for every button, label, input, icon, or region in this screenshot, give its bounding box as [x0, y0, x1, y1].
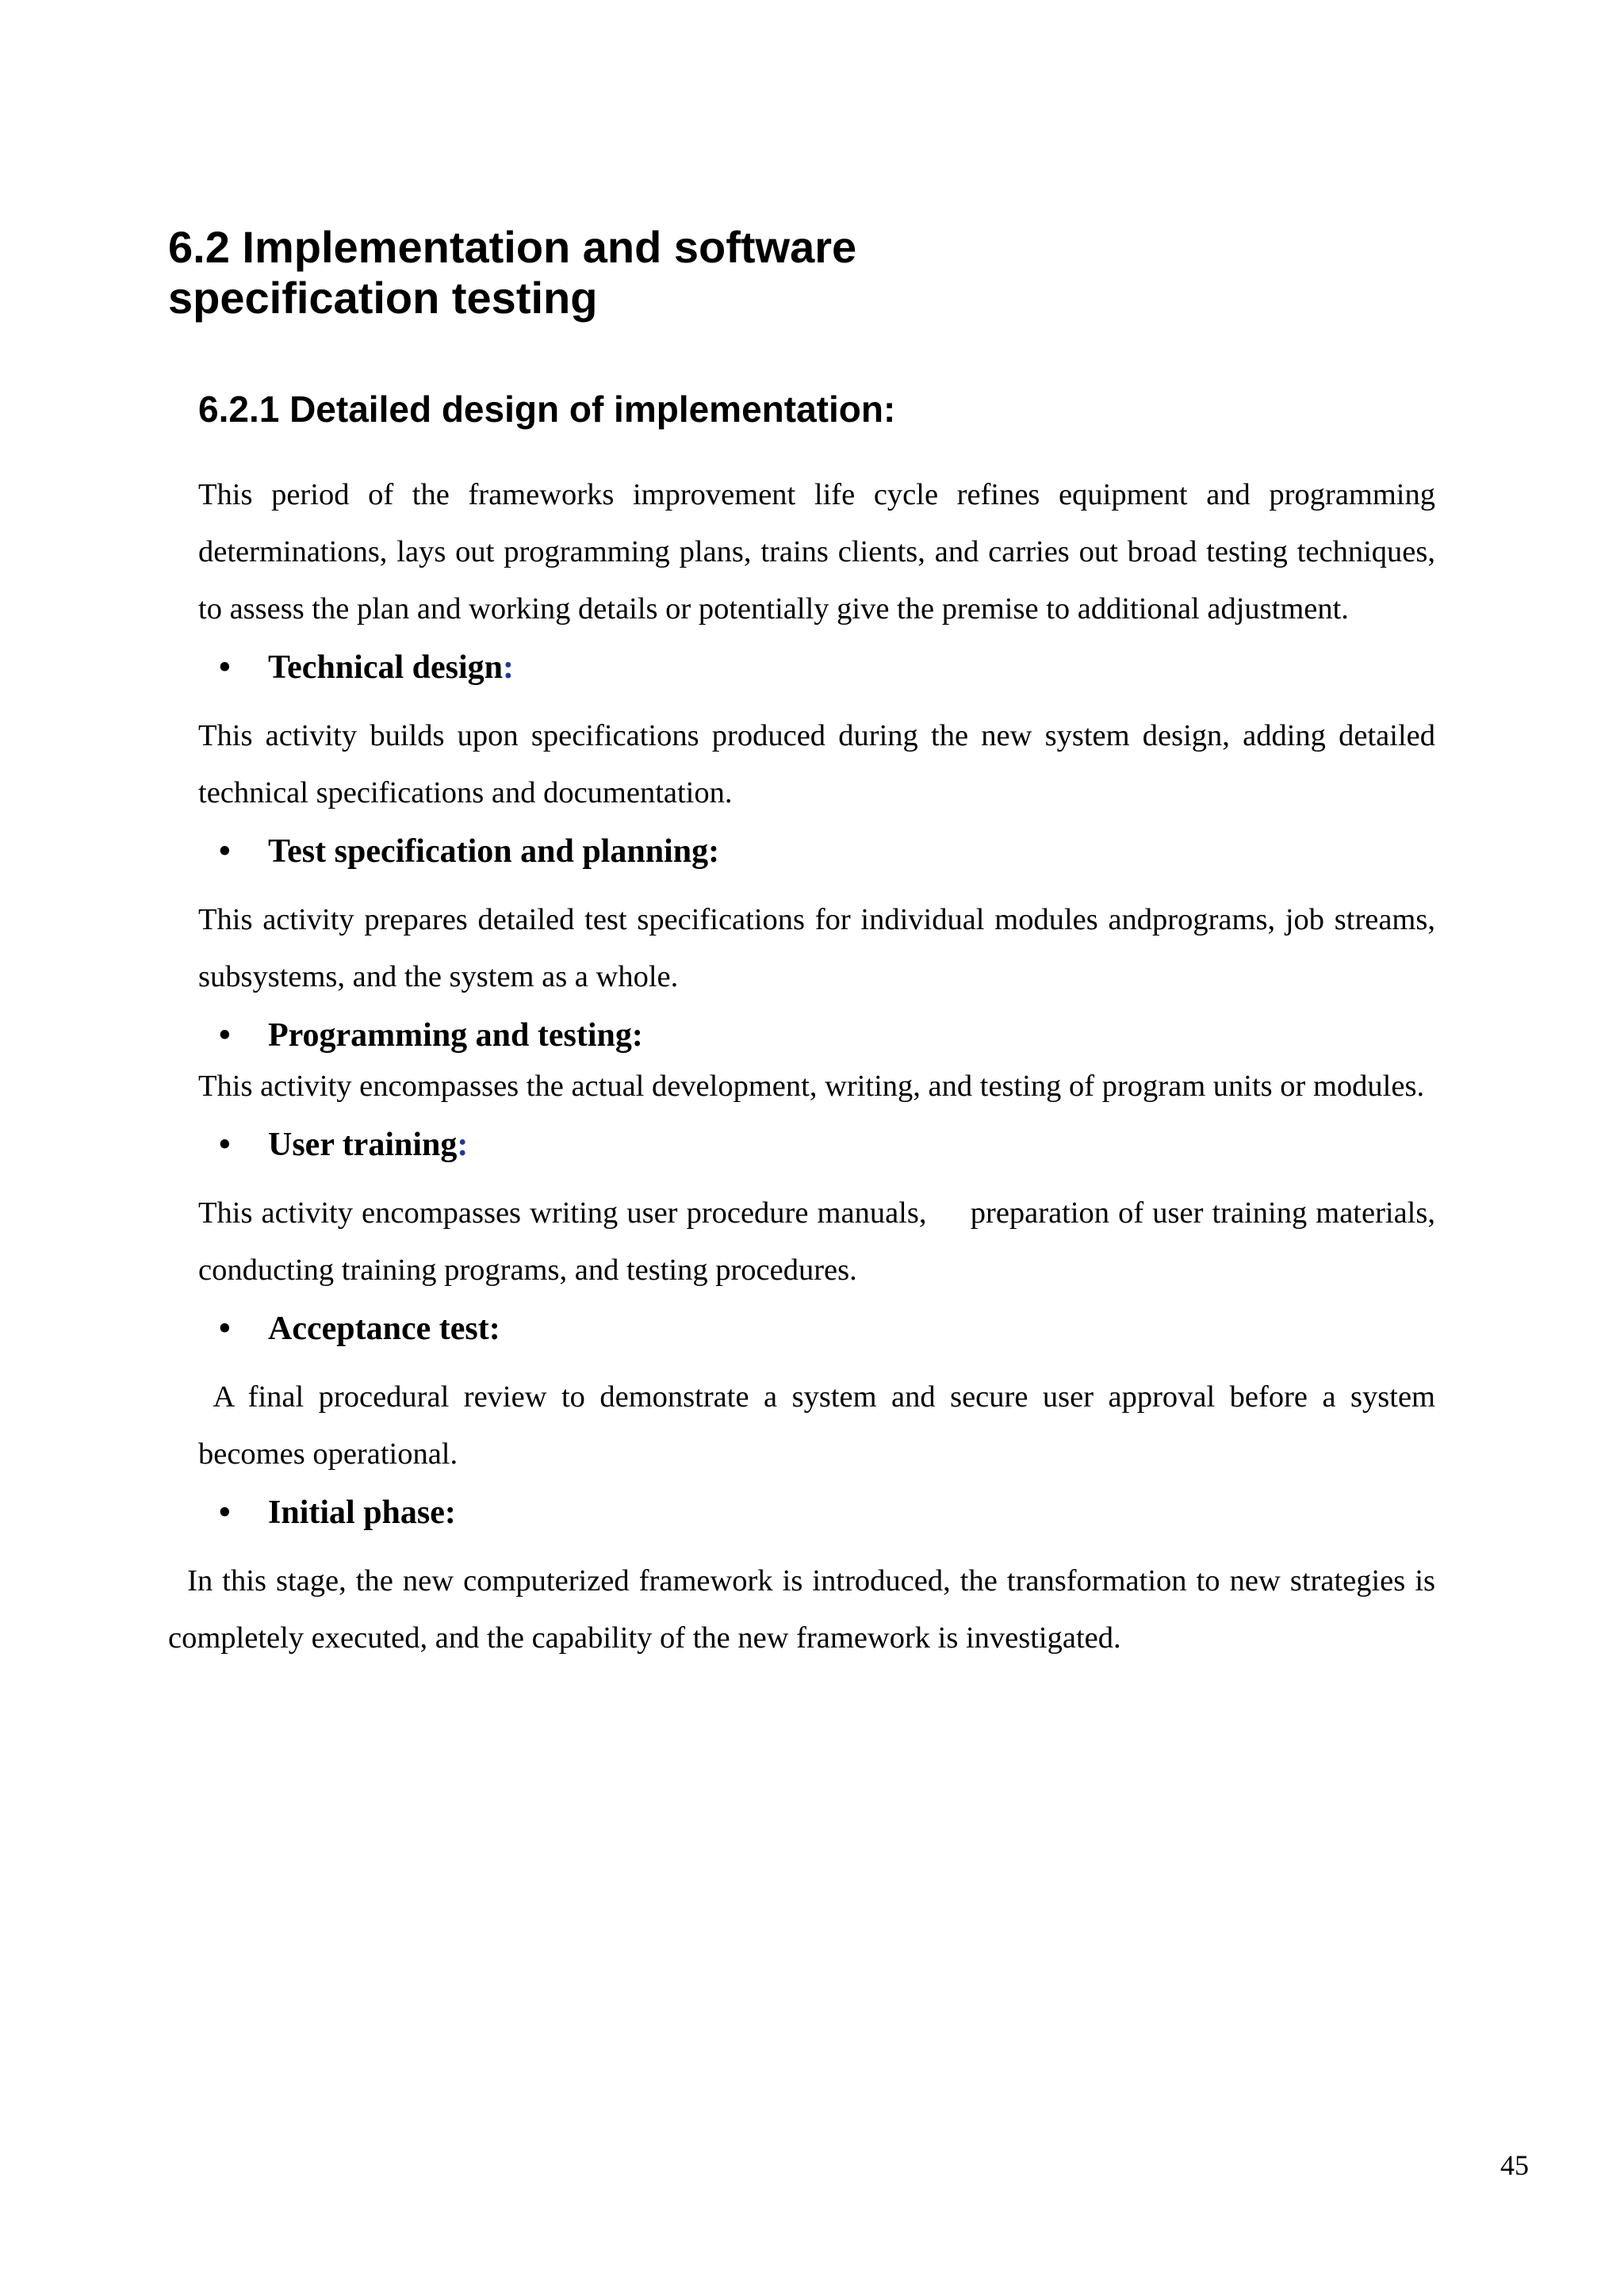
bullet-heading-text: Test specification and planning:	[268, 833, 720, 870]
bullet-icon: •	[219, 833, 231, 870]
bullet-heading-text: Programming and testing:	[268, 1017, 643, 1054]
subsection-title: 6.2.1 Detailed design of implementation:	[198, 388, 896, 430]
bullet-heading-text: User training	[268, 1127, 458, 1163]
bullet-heading-colon: :	[503, 649, 515, 686]
bullet-heading-acceptance-test	[198, 1307, 1435, 1351]
section-title-line-1: 6.2 Implementation and software	[168, 222, 857, 272]
bullet-heading-technical-design	[198, 645, 1435, 690]
paragraph-test-specification: This activity prepares detailed test specifications for individual modules andprograms, job streams, subsystems, and the system as a whole.	[198, 903, 1435, 993]
bullet-icon: •	[219, 1127, 231, 1163]
section-title	[168, 222, 856, 323]
paragraph-acceptance-test: A final procedural review to demonstrate a system and secure user approval before a system becomes operational.	[198, 1380, 1443, 1471]
bullet-heading-text: Acceptance test:	[268, 1311, 500, 1347]
paragraph-technical-design: This activity builds upon specifications produced during the new system design, adding detailed technical specifications and documentation.	[198, 719, 1435, 809]
body-content	[168, 466, 1443, 1667]
bullet-heading-colon: :	[457, 1127, 469, 1163]
bullet-heading-programming-testing	[198, 1013, 1435, 1058]
bullet-heading-text: Technical design	[268, 649, 504, 686]
paragraph-programming-testing: This activity encompasses the actual development, writing, and testing of program units or modules.	[198, 1070, 1425, 1103]
bullet-icon: •	[219, 1311, 231, 1347]
bullet-heading-user-training	[198, 1123, 1435, 1167]
bullet-icon: •	[219, 1494, 231, 1531]
intro-paragraph: This period of the frameworks improvement life cycle refines equipment and programming determinations, lays out programming plans, trains clients, and carries out broad testing techniques, to assess the plan and working details or potentially give the premise to additional adjustment.	[198, 478, 1435, 626]
paragraph-user-training: This activity encompasses writing user procedure manuals, preparation of user training materials, conducting training programs, and testing procedures.	[198, 1196, 1443, 1287]
bullet-heading-test-specification	[198, 829, 1435, 874]
bullet-icon: •	[219, 1017, 231, 1054]
bullet-heading-initial-phase	[198, 1490, 1435, 1535]
bullet-heading-text: Initial phase:	[268, 1494, 456, 1531]
bullet-icon: •	[219, 649, 231, 686]
section-title-line-2: specification testing	[168, 273, 598, 323]
page-number: 45	[1500, 2149, 1529, 2181]
paragraph-initial-phase: In this stage, the new computerized framework is introduced, the transformation to new strategies is completely executed, and the capability of the new framework is investigated.	[168, 1564, 1443, 1655]
